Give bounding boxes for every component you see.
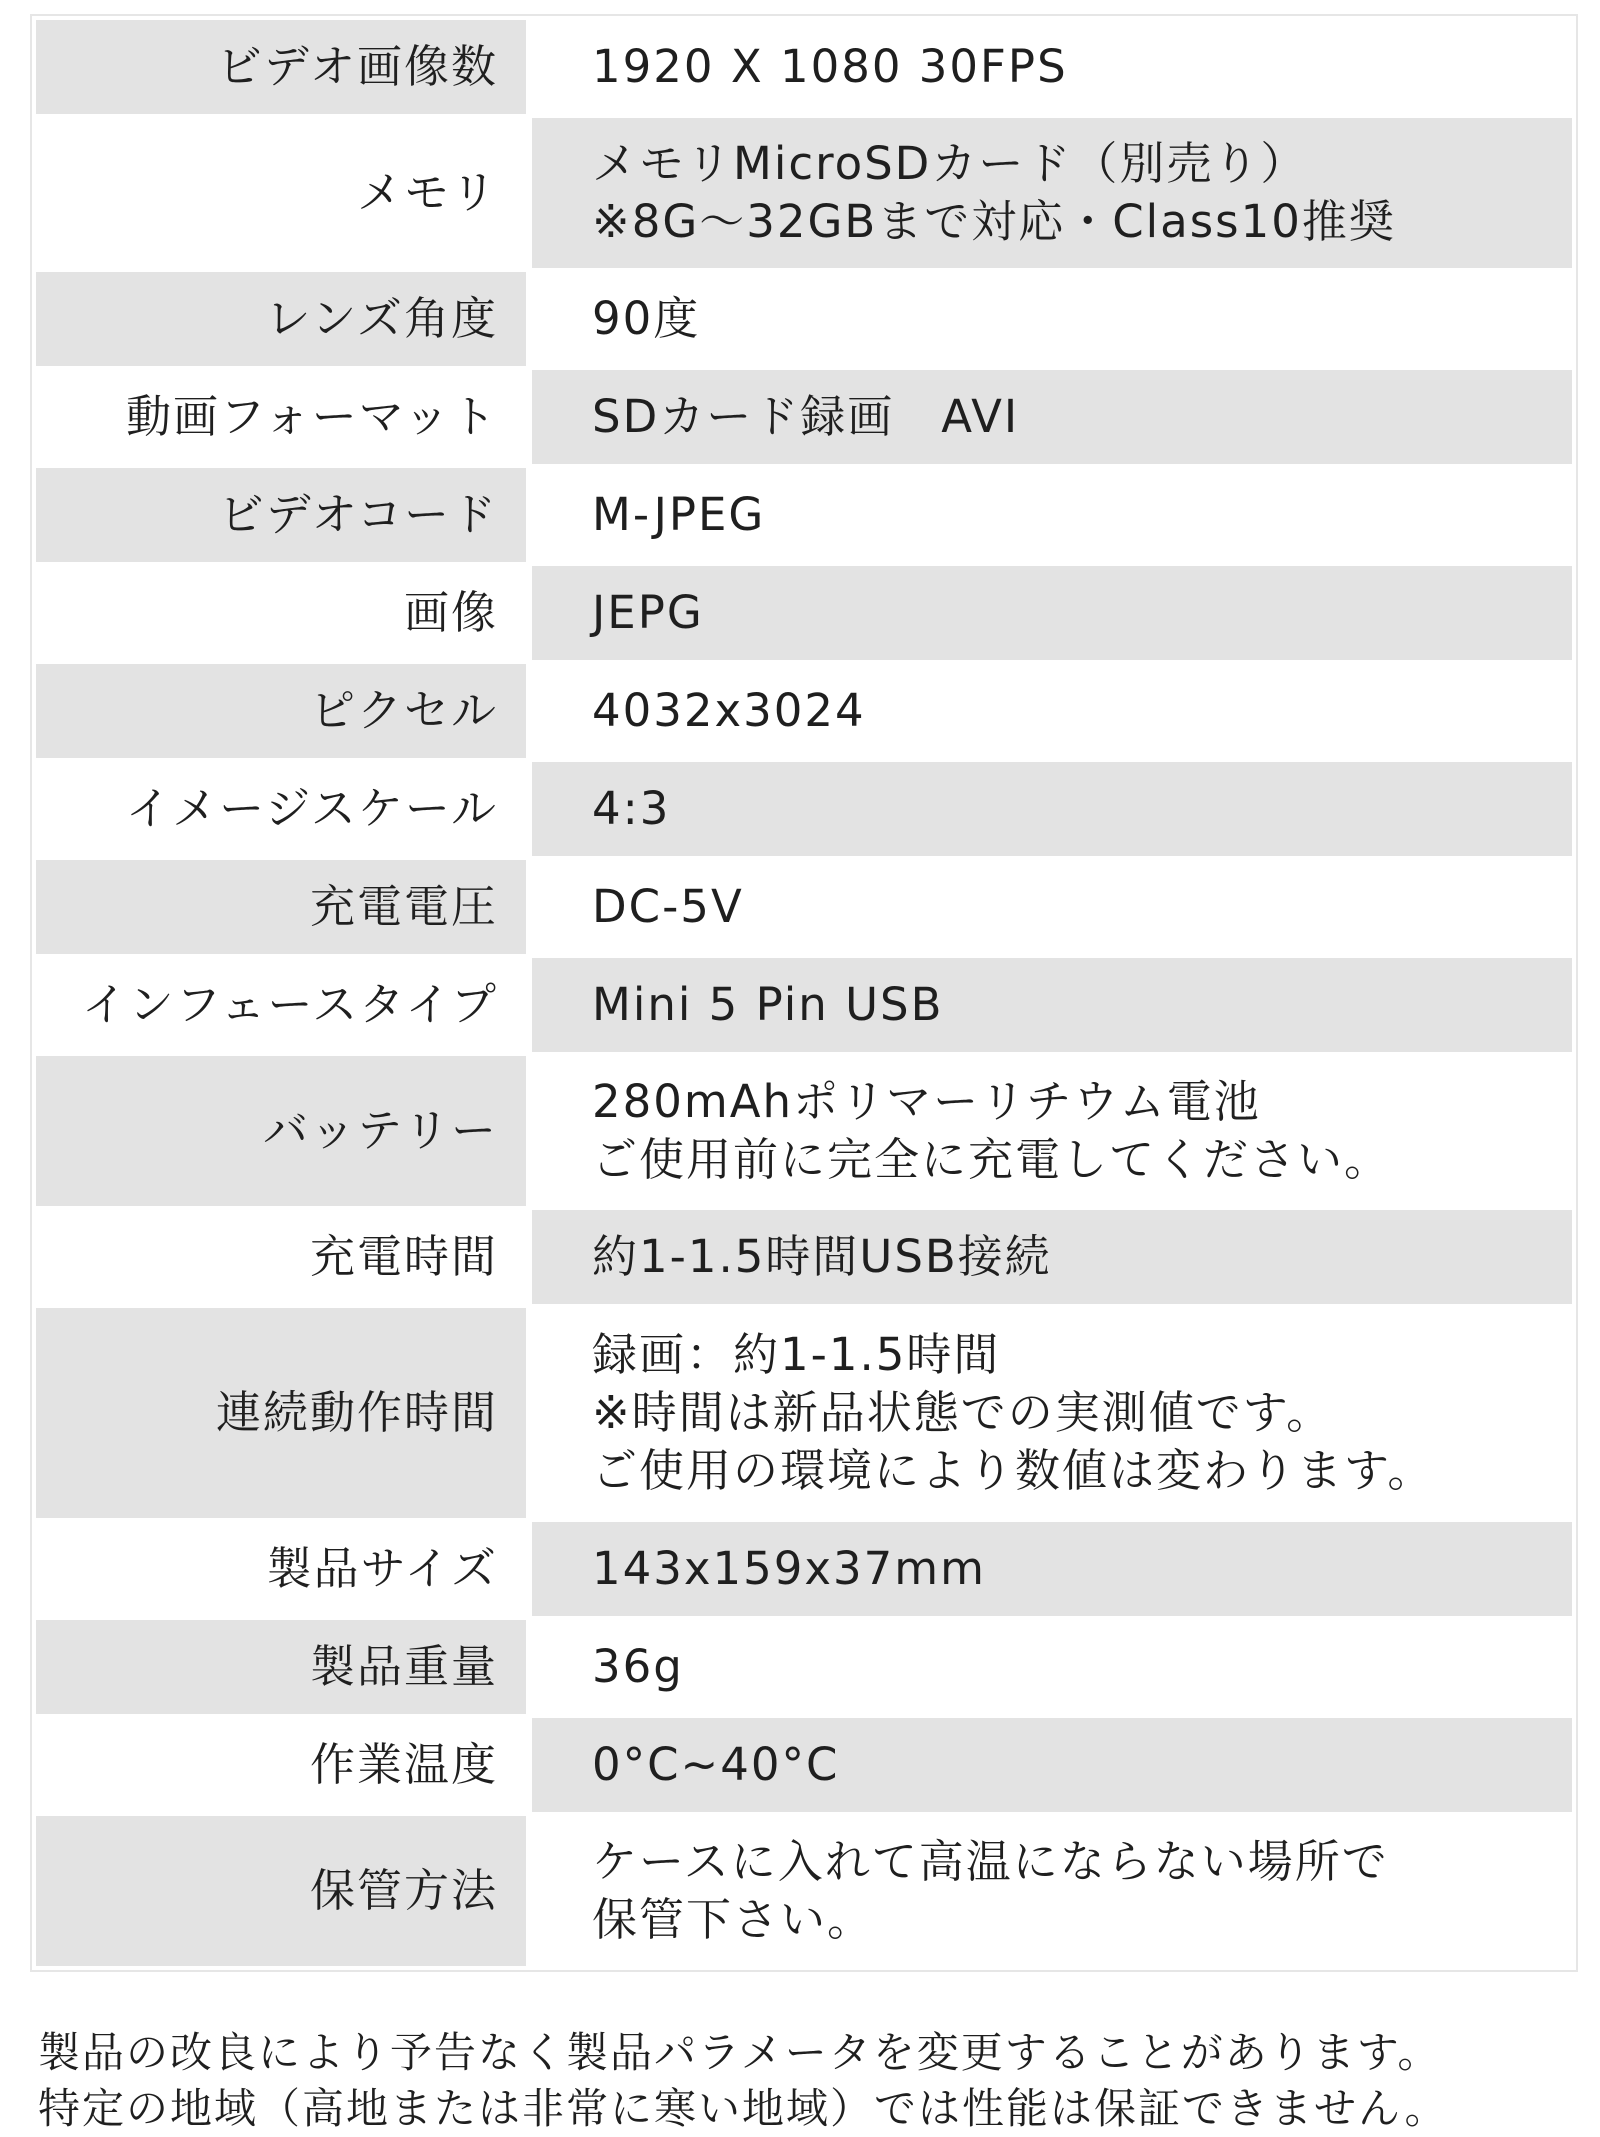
spec-row [36,1620,1572,1714]
spec-row [36,1308,1572,1518]
spec-label: ビデオ画像数 [36,20,526,114]
spec-value-line: 0°C~40°C [592,1738,840,1791]
spec-table [30,14,1578,1972]
spec-label: 充電電圧 [36,860,526,954]
spec-row [36,370,1572,464]
spec-value-line: 4:3 [592,782,671,835]
spec-value [532,1210,1572,1304]
spec-value-line: 1920 X 1080 30FPS [592,40,1068,93]
spec-value-line: 録画：約1-1.5時間 [592,1328,1001,1381]
spec-label: 保管方法 [36,1816,526,1966]
spec-value-line: 280mAhポリマーリチウム電池 [592,1075,1261,1128]
spec-value-line: JEPG [592,586,704,639]
spec-row [36,468,1572,562]
spec-label: バッテリー [36,1056,526,1206]
spec-label: ビデオコード [36,468,526,562]
spec-row [36,1056,1572,1206]
spec-label: 画像 [403,586,498,639]
spec-label: ピクセル [36,664,526,758]
spec-value-line: ご使用の環境により数値は変わります。 [592,1444,1435,1497]
spec-row [36,664,1572,758]
spec-label: 製品サイズ [266,1542,498,1595]
spec-row [36,1718,1572,1812]
spec-value [532,1718,1572,1812]
spec-value-line: Mini 5 Pin USB [592,978,944,1031]
spec-value [532,664,1572,758]
spec-value-line: ※8G〜32GBまで対応・Class10推奨 [592,195,1396,248]
spec-value [532,1056,1572,1206]
spec-value [532,468,1572,562]
spec-row [36,860,1572,954]
spec-row [36,1816,1572,1966]
spec-row [36,272,1572,366]
spec-value-line: ※時間は新品状態での実測値です。 [592,1386,1334,1439]
spec-value [532,958,1572,1052]
spec-value-line: 143x159x37mm [592,1542,986,1595]
spec-label: 充電時間 [309,1230,498,1283]
spec-value [532,1816,1572,1966]
spec-value-line: M-JPEG [592,488,766,541]
spec-value [532,20,1572,114]
spec-value [532,272,1572,366]
spec-label: 連続動作時間 [36,1308,526,1518]
spec-value-line: ケースに入れて高温にならない場所で [592,1835,1389,1888]
spec-value-line: DC-5V [592,880,744,933]
spec-label: インフェースタイプ [81,978,498,1031]
spec-label: イメージスケール [125,782,498,835]
spec-value [532,1522,1572,1616]
spec-value [532,860,1572,954]
spec-row [36,118,1572,268]
spec-value-line: SDカード録画 AVI [592,390,1020,443]
spec-row [36,566,1572,660]
spec-value-line: 約1-1.5時間USB接続 [592,1230,1052,1283]
spec-value [532,566,1572,660]
disclaimer-line: 特定の地域（高地または非常に寒い地域）では性能は保証できません。 [38,2084,1449,2133]
spec-value [532,762,1572,856]
spec-label: メモリ [356,166,498,219]
spec-value [532,118,1572,268]
spec-label: 作業温度 [309,1738,498,1791]
spec-value-line: メモリMicroSDカード（別売り） [592,137,1308,190]
spec-row [36,1522,1572,1616]
spec-row [36,958,1572,1052]
spec-value-line: ご使用前に完全に充電してください。 [592,1133,1392,1186]
spec-value-line: 4032x3024 [592,684,866,737]
spec-value [532,1620,1572,1714]
spec-value [532,370,1572,464]
spec-label: 動画フォーマット [126,390,498,443]
spec-label: 製品重量 [36,1620,526,1714]
disclaimer-line: 製品の改良により予告なく製品パラメータを変更することがあります。 [38,2028,1442,2077]
disclaimer-note [38,2025,1578,2137]
spec-label: レンズ角度 [36,272,526,366]
spec-value-line: 90度 [592,292,701,345]
spec-row [36,762,1572,856]
spec-row [36,20,1572,114]
spec-value-line: 保管下さい。 [592,1893,875,1946]
spec-row [36,1210,1572,1304]
spec-value-line: 36g [592,1640,684,1693]
spec-value [532,1308,1572,1518]
